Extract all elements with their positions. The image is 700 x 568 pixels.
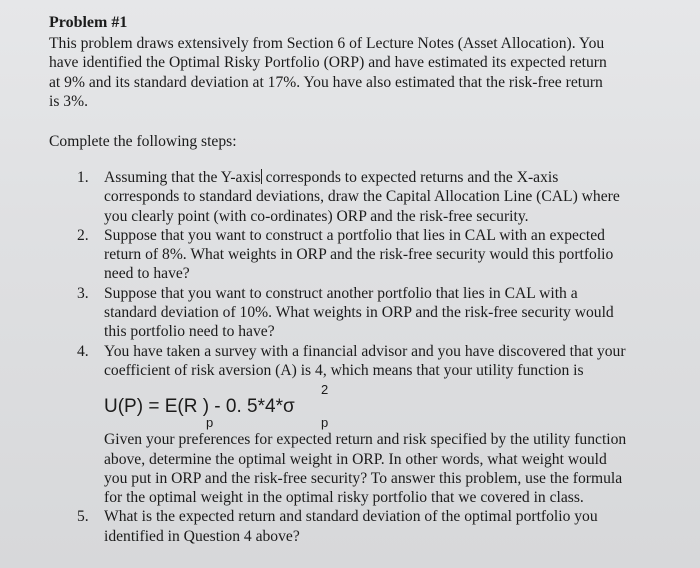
formula-subscript: p	[321, 415, 329, 431]
step-line: above, determine the optimal weight in ORP. In other words, what weight would	[104, 450, 607, 468]
step-item	[77, 168, 647, 226]
intro-line: is 3%.	[49, 92, 88, 110]
step-item	[77, 342, 647, 381]
formula-subscript: p	[206, 415, 214, 431]
step-line: Suppose that you want to construct a portfolio that lies in CAL with an expected	[104, 226, 605, 244]
step-line: standard deviation of 10%. What weights in ORP and the risk-free security would	[104, 304, 614, 322]
steps-heading: Complete the following steps:	[49, 133, 237, 150]
intro-paragraph	[49, 34, 659, 111]
step-line: for the optimal weight in the optimal risky portfolio that we covered in class.	[104, 489, 584, 507]
step-line: you clearly point (with co-ordinates) ORP and the risk-free security.	[104, 207, 529, 225]
step-line: this portfolio need to have?	[104, 323, 275, 341]
problem-title: Problem #1	[49, 14, 128, 31]
step-number: 2.	[77, 226, 89, 244]
step-item	[77, 284, 647, 342]
text-cursor	[261, 169, 262, 184]
step-line-part: Assuming that the Y-axis	[104, 169, 261, 186]
step-line: Given your preferences for expected return and risk specified by the utility function	[104, 431, 627, 449]
formula-main: U(P) = E(R ) - 0. 5*4*σ	[104, 396, 295, 418]
intro-line: at 9% and its standard deviation at 17%. You have also estimated that the risk-free return	[49, 73, 603, 91]
step-line: Suppose that you want to construct another portfolio that lies in CAL with a	[104, 284, 578, 302]
step-line: need to have?	[104, 265, 190, 283]
utility-formula	[104, 380, 647, 430]
step-item	[77, 507, 647, 546]
step-line: return of 8%. What weights in ORP and the risk-free security would this portfolio	[104, 246, 614, 264]
step-line: What is the expected return and standard deviation of the optimal portfolio you	[104, 508, 598, 526]
step-line	[104, 168, 647, 187]
step-line-part: corresponds to expected returns and the X-axis	[265, 169, 559, 186]
intro-line: This problem draws extensively from Section 6 of Lecture Notes (Asset Allocation). You	[49, 35, 605, 52]
step-line: you put in ORP and the risk-free security? To answer this problem, use the formula	[104, 469, 623, 487]
step-number: 4.	[77, 342, 89, 360]
steps-list	[77, 168, 647, 546]
intro-line: have identified the Optimal Risky Portfolio (ORP) and have estimated its expected return	[49, 54, 607, 72]
step-line: corresponds to standard deviations, draw the Capital Allocation Line (CAL) where	[104, 188, 620, 206]
step-item-continued	[77, 430, 647, 507]
step-line: identified in Question 4 above?	[104, 527, 300, 545]
step-line: coefficient of risk aversion (A) is 4, which means that your utility function is	[104, 361, 584, 379]
step-number: 1.	[77, 169, 89, 186]
step-number: 5.	[77, 508, 89, 526]
step-item	[77, 226, 647, 284]
step-number: 3.	[77, 284, 89, 302]
formula-superscript: 2	[321, 382, 329, 398]
step-line: You have taken a survey with a financial advisor and you have discovered that your	[104, 342, 626, 360]
